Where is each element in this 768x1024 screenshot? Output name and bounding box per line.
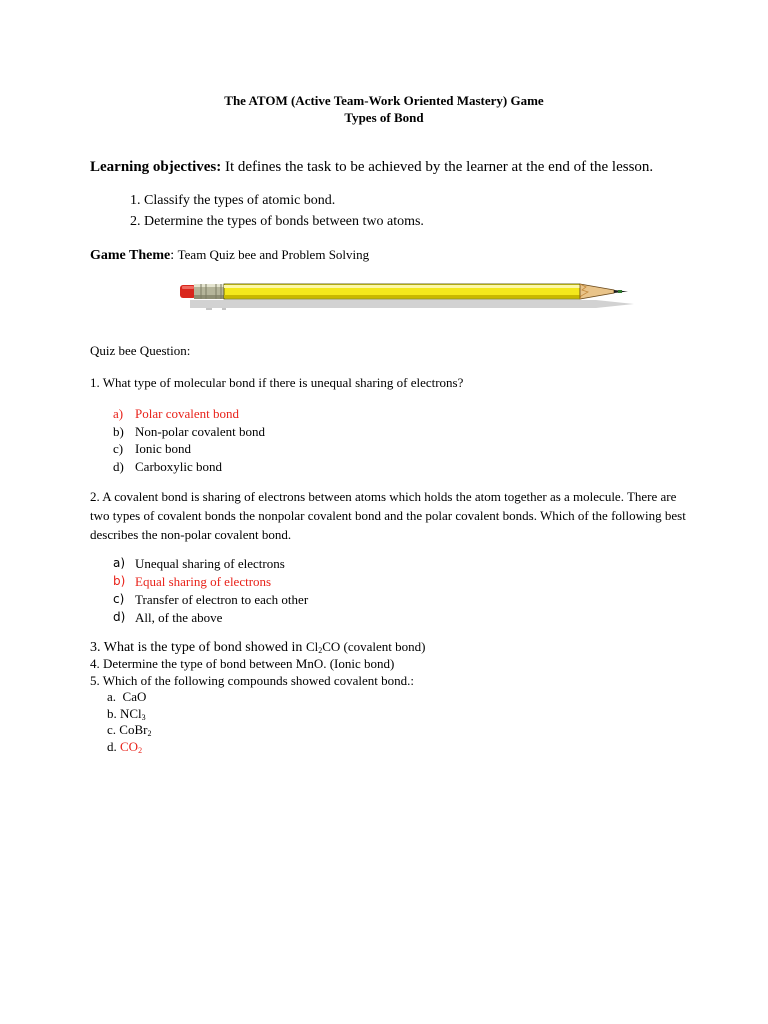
choice-letter: b. <box>107 706 117 721</box>
question-1: 1. What type of molecular bond if there is unequal sharing of electrons? <box>90 375 464 390</box>
option-letter: a) <box>113 406 124 421</box>
choice-subscript: 2 <box>138 746 143 755</box>
learning-objectives <box>90 159 653 176</box>
q5-choice-d <box>107 739 142 755</box>
objective-item-1: 1. Classify the types of atomic bond. <box>130 193 336 208</box>
question-2: 2. A covalent bond is sharing of electrons between atoms which holds the atom together as a molecule. There are two types of covalent bonds the nonpolar covalent bond and the polar covalent bonds. Which of the following best describes the non-polar covalent bond. <box>90 489 686 542</box>
option-letter: d) <box>113 459 124 474</box>
question-4: 4. Determine the type of bond between MnO. (Ionic bond) <box>90 656 395 671</box>
option-letter: c) <box>113 592 125 606</box>
choice-formula: CaO <box>122 689 147 704</box>
question-3-formula: Cl <box>305 639 319 654</box>
question-3-subscript: 2 <box>318 646 323 655</box>
option-text: Unequal sharing of electrons <box>135 556 285 571</box>
option-text: Equal sharing of electrons <box>135 574 272 589</box>
option-letter: b) <box>113 574 126 588</box>
q5-choice-b <box>107 706 146 722</box>
choice-letter: a. <box>107 689 117 704</box>
option-letter: b) <box>113 424 124 439</box>
option-text: Non-polar covalent bond <box>135 424 265 439</box>
option-text: Polar covalent bond <box>135 406 239 421</box>
learning-objectives-label: Learning objectives: <box>90 159 222 175</box>
choice-subscript: 3 <box>141 713 146 722</box>
pencil-illustration <box>178 280 638 314</box>
quiz-heading: Quiz bee Question: <box>90 343 191 358</box>
q5-choice-a <box>107 689 146 705</box>
option-letter: c) <box>113 441 124 456</box>
game-theme-label: Game Theme <box>90 248 171 263</box>
choice-letter: c. <box>107 722 117 737</box>
option-letter: a) <box>113 556 126 570</box>
document-title: The ATOM (Active Team-Work Oriented Mastery) Game <box>224 93 544 108</box>
option-text: Ionic bond <box>135 441 191 456</box>
question-3-prefix: 3. What is the type of bond showed in <box>90 640 306 655</box>
document-subtitle: Types of Bond <box>344 110 424 125</box>
objective-item-2: 2. Determine the types of bonds between two atoms. <box>130 214 424 229</box>
question-3-answer: CO (covalent bond) <box>322 639 426 654</box>
option-letter: d) <box>113 610 126 624</box>
choice-formula: CoBr <box>119 722 148 737</box>
game-theme-colon: : <box>170 248 178 263</box>
option-text: Transfer of electron to each other <box>135 592 309 607</box>
q5-choice-c <box>107 722 151 738</box>
choice-letter: d. <box>107 739 117 754</box>
choice-subscript: 2 <box>147 729 152 738</box>
question-3 <box>90 639 426 656</box>
option-text: Carboxylic bond <box>135 459 223 474</box>
choice-formula: CO <box>120 739 139 754</box>
learning-objectives-text: It defines the task to be achieved by the learner at the end of the lesson. <box>221 159 654 175</box>
choice-formula: NCl <box>120 706 142 721</box>
game-theme-value: Team Quiz bee and Problem Solving <box>177 247 370 262</box>
game-theme <box>90 247 369 264</box>
option-text: All, of the above <box>135 610 223 625</box>
question-5: 5. Which of the following compounds showed covalent bond.: <box>90 673 414 688</box>
